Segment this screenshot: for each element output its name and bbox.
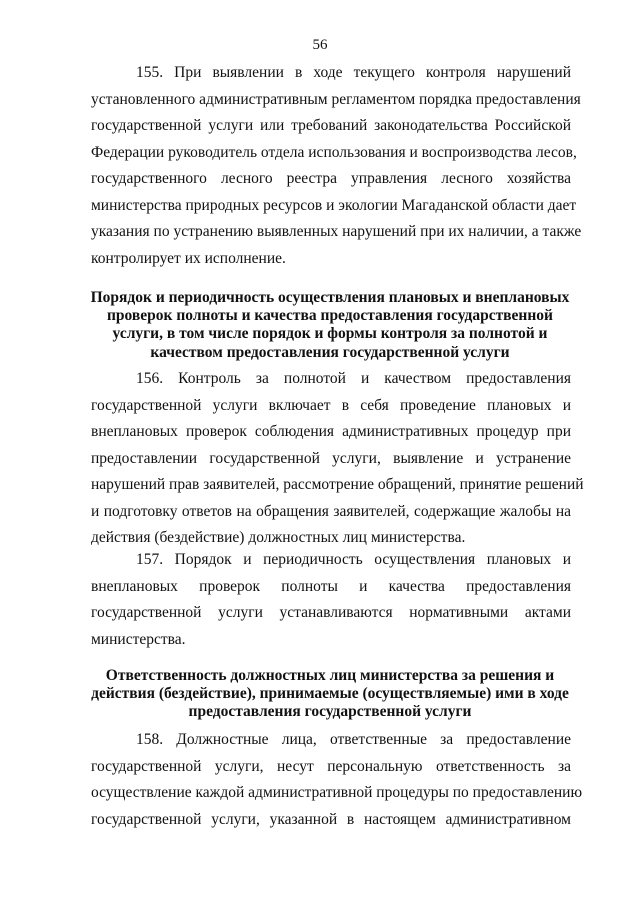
heading-line: услуги, в том числе порядок и формы контроля за полнотой и: [112, 325, 548, 343]
section-heading-responsibility: [80, 667, 580, 722]
paragraph-line: Федерации руководитель отдела использования и воспроизводства лесов,: [91, 143, 577, 161]
paragraph-155: [91, 60, 582, 272]
heading-line: качеством предоставления государственной услуги: [150, 343, 510, 361]
paragraph-line: министерства.: [91, 630, 186, 648]
paragraph-line: государственной услуги или требований законодательства Российской: [91, 117, 571, 134]
paragraph-line: указания по устранению выявленных нарушений при их наличии, а также: [91, 223, 582, 240]
paragraph-line: государственной услуги устанавливаются нормативными актами: [91, 604, 571, 621]
section-heading-inspections: [80, 289, 580, 362]
heading-line: предоставления государственной услуги: [188, 703, 472, 721]
paragraph-line: нарушений прав заявителей, рассмотрение обращений, принятие решений: [91, 476, 584, 493]
paragraph-line: и подготовку ответов на обращения заявителей, содержащие жалобы на: [91, 502, 571, 520]
heading-line: проверок полноты и качества предоставления государственной: [107, 307, 553, 325]
heading-line: Порядок и периодичность осуществления плановых и внеплановых: [90, 289, 570, 306]
paragraph-line: внеплановых проверок полноты и качества предоставления: [91, 577, 571, 595]
paragraph-line: внеплановых проверок соблюдения административных процедур при: [91, 423, 571, 440]
paragraph-line: государственной услуги, указанной в настоящем административном: [91, 810, 571, 828]
paragraph-line: 155. При выявлении в ходе текущего контроля нарушений: [136, 64, 571, 81]
paragraph-line: 156. Контроль за полнотой и качеством предоставления: [136, 370, 571, 387]
paragraph-line: государственной услуги, несут персональную ответственность за: [91, 757, 571, 775]
paragraph-line: 158. Должностные лица, ответственные за предоставление: [136, 731, 571, 748]
paragraph-line: контролирует их исполнение.: [91, 249, 286, 267]
paragraph-157: [91, 547, 571, 653]
paragraph-156: [91, 366, 584, 552]
paragraph-line: установленного административным регламентом порядка предоставления: [91, 90, 581, 108]
heading-line: Ответственность должностных лиц министерства за решения и: [105, 667, 555, 684]
heading-line: действия (бездействие), принимаемые (осуществляемые) ими в ходе: [91, 685, 569, 703]
paragraph-line: осуществление каждой административной процедуры по предоставлению: [91, 784, 583, 801]
page-number: 56: [312, 37, 328, 53]
paragraph-line: действия (бездействие) должностных лиц министерства.: [91, 529, 466, 546]
paragraph-line: государственной услуги включает в себя проведение плановых и: [91, 396, 571, 414]
paragraph-158: [91, 727, 583, 833]
paragraph-line: 157. Порядок и периодичность осуществления плановых и: [136, 551, 571, 568]
paragraph-line: предоставлении государственной услуги, выявление и устранение: [91, 449, 571, 467]
paragraph-line: государственного лесного реестра управления лесного хозяйства: [91, 170, 571, 187]
paragraph-line: министерства природных ресурсов и экологии Магаданской области дает: [91, 196, 577, 214]
